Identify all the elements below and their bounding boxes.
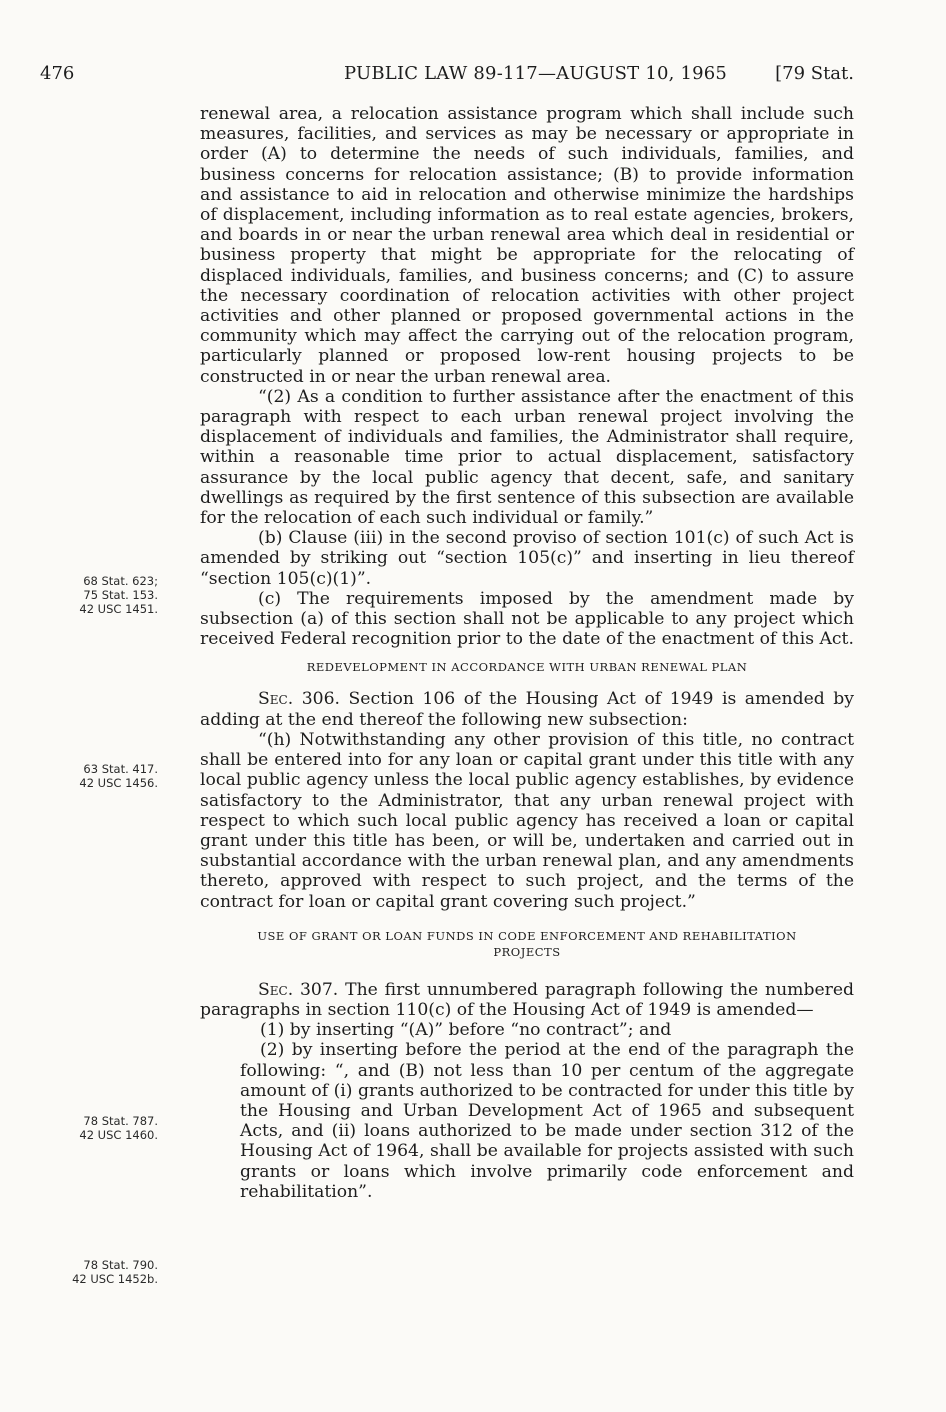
paragraph-sec-307 [200,980,854,1020]
section-text: The first unnumbered paragraph following the numbered paragraphs in section 110(c) of the Housing Act of 1949 is amended— [200,979,855,1020]
paragraph-clause-c: (c) The requirements imposed by the amendment made by subsection (a) of this section shall not be applicable to any project which received Federal recognition prior to the date of the enactment of this Act. [200,588,854,650]
paragraph-condition: “(2) As a condition to further assistance after the enactment of this paragraph with respect to each urban renewal project involving the displacement of individuals and families, the Administrator shall require, within a reasonable time prior to actual displacement, satisfactory assurance by the local public agency that decent, safe, and sanitary dwellings as required by the first sentence of this subsection are available for the relocation of each such individual or family.” [200,386,854,529]
paragraph-sec-306 [200,689,854,729]
body-text [200,104,854,1202]
section-heading-redevelopment: REDEVELOPMENT IN ACCORDANCE WITH URBAN RENEWAL PLAN [306,660,748,675]
page-number: 476 [40,63,75,84]
margin-citation-1: 68 Stat. 623; 75 Stat. 153. 42 USC 1451. [79,574,158,616]
section-label: Sec. 307. [258,979,339,1000]
heading-line-2: PROJECTS [493,944,561,959]
paragraph-relocation-program: renewal area, a relocation assistance program which shall include such measures, facilities, and services as may be necessary or appropriate in order (A) to determine the needs of such individuals, families, and business concerns for relocation assistance; (B) to provide information and assistance to aid in relocation and otherwise minimize the hardships of displacement, including information as to real estate agencies, brokers, and boards in or near the urban renewal area which deal in residential or business property that might be appropriate for the relocating of displaced individuals, families, and business concerns; and (C) to assure the necessary coordination of relocation activities with other project activities and other planned or proposed governmental actions in the community which may affect the carrying out of the relocation program, particularly planned or proposed low-rent housing projects to be constructed in or near the urban renewal area. [200,104,854,387]
list-item: (1) by inserting “(A)” before “no contract”; and [260,1020,672,1041]
page-header [40,60,854,88]
paragraph-clause-b: (b) Clause (iii) in the second proviso of section 101(c) of such Act is amended by striking out “section 105(c)” and inserting in lieu thereof “section 105(c)(1)”. [200,528,854,589]
heading-line-1: USE OF GRANT OR LOAN FUNDS IN CODE ENFORCEMENT AND REHABILITATION [257,928,797,943]
margin-citation-3: 78 Stat. 787. 42 USC 1460. [79,1114,158,1142]
running-title: PUBLIC LAW 89-117—AUGUST 10, 1965 [344,63,728,84]
section-text: Section 106 of the Housing Act of 1949 is amended by adding at the end thereof the following new subsection: [200,689,854,730]
section-heading-grant-loan [200,928,854,960]
paragraph-subsection-h: “(h) Notwithstanding any other provision of this title, no contract shall be entered into for any loan or capital grant under this title with any local public agency unless the local public agency establishes, by evidence satisfactory to the Administrator, that any urban renewal project with respect to which such local public agency has received a loan or capital grant under this title has been, or will be, undertaken and carried out in substantial accordance with the urban renewal plan, and any amendments thereto, approved with respect to such project, and the terms of the contract for loan or capital grant covering such project.” [200,729,854,912]
section-label: Sec. 306. [258,689,340,710]
margin-citation-4: 78 Stat. 790. 42 USC 1452b. [72,1258,158,1286]
margin-citation-2: 63 Stat. 417. 42 USC 1456. [79,762,158,790]
list-item: (2) by inserting before the period at the end of the paragraph the following: “, and (B) not less than 10 per centum of the aggregate amount of (i) grants authorized to be contracted for under this title by the Housing and Urban Development Act of 1965 and subsequent Acts, and (ii) loans authorized to be made under section 312 of the Housing Act of 1964, shall be available for projects assisted with such grants or loans which involve primarily code enforcement and rehabilitation”. [240,1040,854,1202]
volume-reference: [79 Stat. [775,63,854,84]
